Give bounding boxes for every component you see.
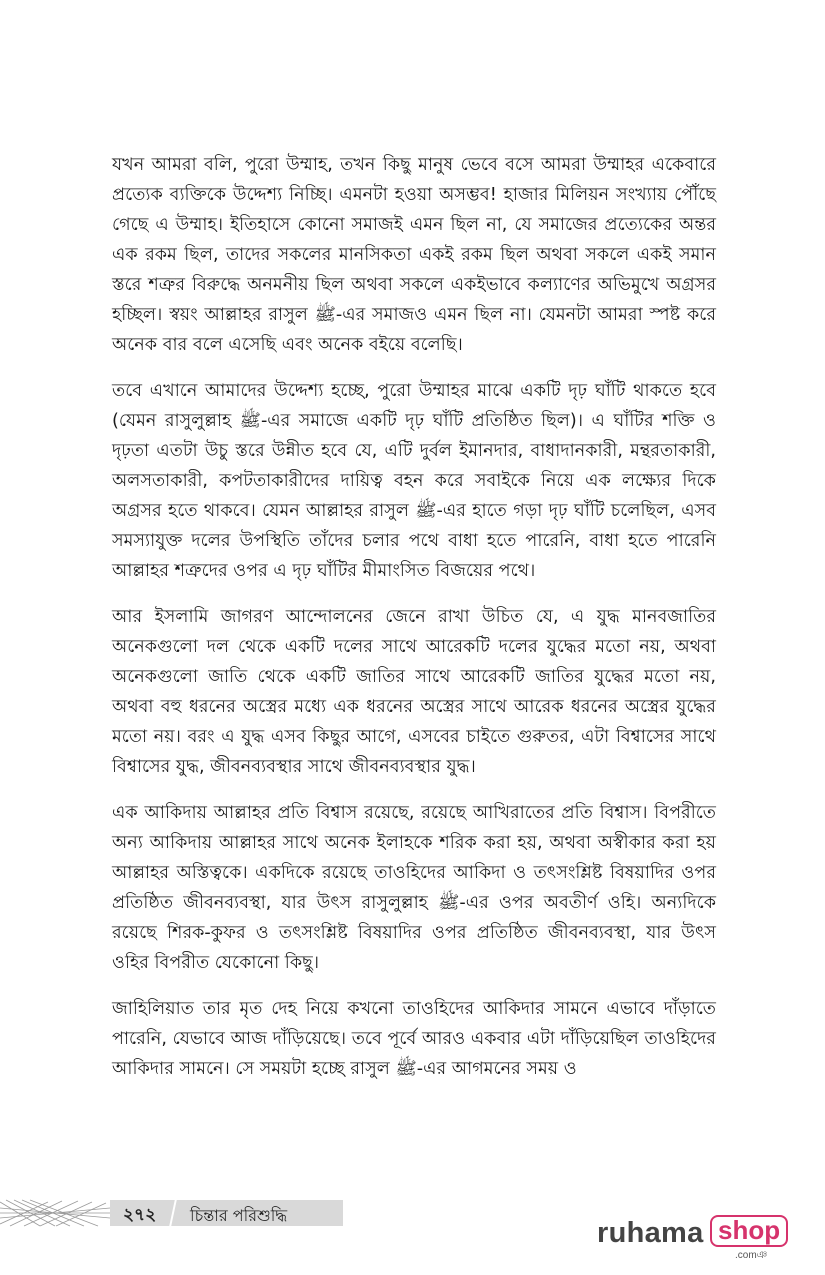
logo-domain-text: .comঞ xyxy=(735,1250,768,1261)
page-body xyxy=(112,150,716,1100)
logo-shop-badge: shop xyxy=(710,1215,788,1247)
paragraph-2: তবে এখানে আমাদের উদ্দেশ্য হচ্ছে, পুরো উম্মাহর মাঝে একটি দৃঢ় ঘাঁটি থাকতে হবে (যেমন রাসুলুল্লাহ ﷺ-এর সমাজে একটি দৃঢ় ঘাঁটি প্রতিষ্ঠিত ছিল)। এ ঘাঁটির শক্তি ও দৃঢ়তা এতটা উচু স্তরে উন্নীত হবে যে, এটি দুর্বল ইমানদার, বাধাদানকারী, মন্থরতাকারী, অলসতাকারী, কপটতাকারীদের দায়িত্ব বহন করে সবাইকে নিয়ে এক লক্ষ্যের দিকে অগ্রসর হতে থাকবে। যেমন আল্লাহর রাসুল ﷺ-এর হাতে গড়া দৃঢ় ঘাঁটি চলেছিল, এসব সমস্যাযুক্ত দলের উপস্থিতি তাঁদের চলার পথে বাধা হতে পারেনি, বাধা হতে পারেনি আল্লাহর শত্রুদের ওপর এ দৃঢ় ঘাঁটির মীমাংসিত বিজয়ের পথে। xyxy=(112,381,716,581)
paragraph-5: জাহিলিয়াত তার মৃত দেহ নিয়ে কখনো তাওহিদের আকিদার সামনে এভাবে দাঁড়াতে পারেনি, যেভাবে আজ দাঁড়িয়েছে। তবে পূর্বে আরও একবার এটা দাঁড়িয়েছিল তাওহিদের আকিদার সামনে। সে সময়টা হচ্ছে রাসুল ﷺ-এর আগমনের সময় ও xyxy=(112,999,716,1079)
book-title: চিন্তার পরিশুদ্ধি xyxy=(190,1206,288,1225)
page-footer xyxy=(0,1198,343,1228)
paragraph-3: আর ইসলামি জাগরণ আন্দোলনের জেনে রাখা উচিত যে, এ যুদ্ধ মানবজাতির অনেকগুলো দল থেকে একটি দলের সাথে আরেকটি দলের যুদ্ধের মতো নয়, অথবা অনেকগুলো জাতি থেকে একটি জাতির সাথে আরেকটি জাতির যুদ্ধের মতো নয়, অথবা বহু ধরনের অস্ত্রের মধ্যে এক ধরনের অস্ত্রের সাথে আরেক ধরনের অস্ত্রের যুদ্ধের মতো নয়। বরং এ যুদ্ধ এসব কিছুর আগে, এসবের চাইতে গুরুতর, এটা বিশ্বাসের সাথে বিশ্বাসের যুদ্ধ, জীবনব্যবস্থার সাথে জীবনব্যবস্থার যুদ্ধ। xyxy=(112,607,716,777)
paragraph-1: যখন আমরা বলি, পুরো উম্মাহ, তখন কিছু মানুষ ভেবে বসে আমরা উম্মাহর একেবারে প্রত্যেক ব্যক্তিকে উদ্দেশ্য নিচ্ছি। এমনটা হওয়া অসম্ভব! হাজার মিলিয়ন সংখ্যায় পৌঁছে গেছে এ উম্মাহ। ইতিহাসে কোনো সমাজই এমন ছিল না, যে সমাজের প্রত্যেকের অন্তর এক রকম ছিল, তাদের সকলের মানসিকতা একই রকম ছিল অথবা সকলে একই সমান স্তরে শত্রুর বিরুদ্ধে অনমনীয় ছিল অথবা সকলে একইভাবে কল্যাণের অভিমুখে অগ্রসর হচ্ছিল। স্বয়ং আল্লাহর রাসুল ﷺ-এর সমাজও এমন ছিল না। যেমনটা আমরা স্পষ্ট করে অনেক বার বলে এসেছি এবং অনেক বইয়ে বলেছি। xyxy=(112,155,717,355)
ruhamashop-logo xyxy=(597,1215,781,1261)
logo-brand-text: ruhama xyxy=(597,1217,704,1249)
paragraph-4: এক আকিদায় আল্লাহর প্রতি বিশ্বাস রয়েছে, রয়েছে আখিরাতের প্রতি বিশ্বাস। বিপরীতে অন্য আকিদায় আল্লাহর সাথে অনেক ইলাহকে শরিক করা হয়, অথবা অস্বীকার করা হয় আল্লাহর অস্তিত্বকে। একদিকে রয়েছে তাওহিদের আকিদা ও তৎসংশ্লিষ্ট বিষয়াদির ওপর প্রতিষ্ঠিত জীবনব্যবস্থা, যার উৎস রাসুলুল্লাহ ﷺ-এর ওপর অবতীর্ণ ওহি। অন্যদিকে রয়েছে শিরক-কুফর ও তৎসংশ্লিষ্ট বিষয়াদির ওপর প্রতিষ্ঠিত জীবনব্যবস্থা, যার উৎস ওহির বিপরীত যেকোনো কিছু। xyxy=(112,803,717,973)
page-number: ২৭২ xyxy=(123,1205,157,1225)
